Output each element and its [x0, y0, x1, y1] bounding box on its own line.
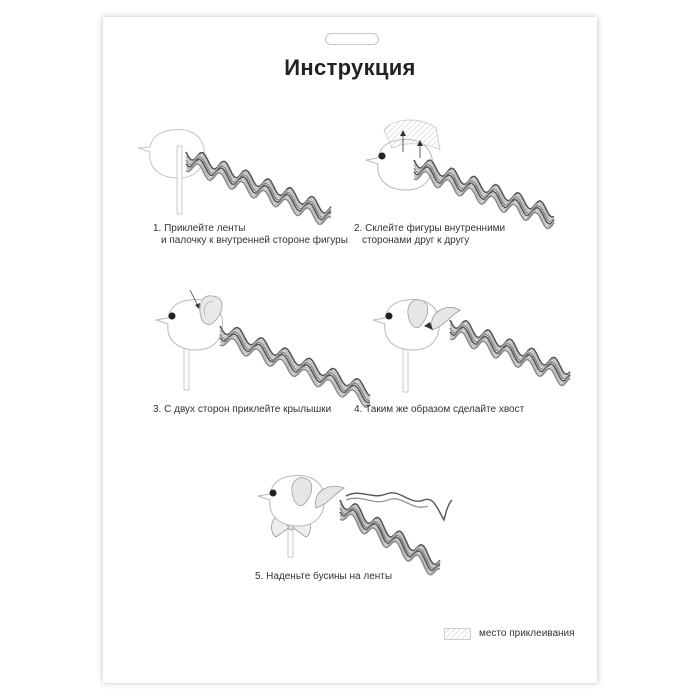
step-4-illustration [373, 300, 570, 392]
ribbons [186, 152, 331, 224]
step-4-caption [354, 404, 524, 416]
caption-line: 5. Наденьте бусины на ленты [255, 571, 393, 582]
caption-line: 3. С двух сторон приклейте крылышки [153, 404, 332, 415]
ribbons [340, 500, 440, 575]
bird-eye [169, 313, 176, 320]
stick [177, 146, 182, 214]
bird-body-outline [258, 476, 324, 526]
ribbon-strip [450, 323, 570, 376]
caption-line: сторонами друг к другу [362, 235, 470, 246]
caption-line: 1. Приклейте ленты [153, 223, 246, 234]
step-3-illustration [156, 290, 370, 407]
step-1-caption [153, 223, 348, 247]
step-5-illustration [258, 476, 452, 575]
step-2-caption [354, 223, 505, 247]
step-2-illustration [366, 120, 554, 228]
caption-line: 2. Склейте фигуры внутренними [354, 223, 506, 234]
legend-label: место приклеивания [479, 628, 575, 639]
step-3-caption [153, 404, 331, 416]
step-1-illustration [138, 130, 331, 225]
page-title: Инструкция [284, 55, 416, 80]
bird-eye [379, 153, 386, 160]
ribbons [450, 320, 570, 386]
bird-body-outline [138, 130, 204, 178]
caption-line: 4. Таким же образом сделайте хвост [354, 404, 525, 415]
bird-eye [270, 490, 277, 497]
bird-body-outline [366, 140, 432, 190]
hatched-glue-area-icon [444, 628, 471, 640]
caption-line: и палочку к внутренней стороне фигуры [161, 235, 348, 246]
bird-eye [386, 313, 393, 320]
ribbons [220, 326, 370, 407]
ribbons [414, 160, 554, 228]
step-5-caption [255, 571, 392, 583]
